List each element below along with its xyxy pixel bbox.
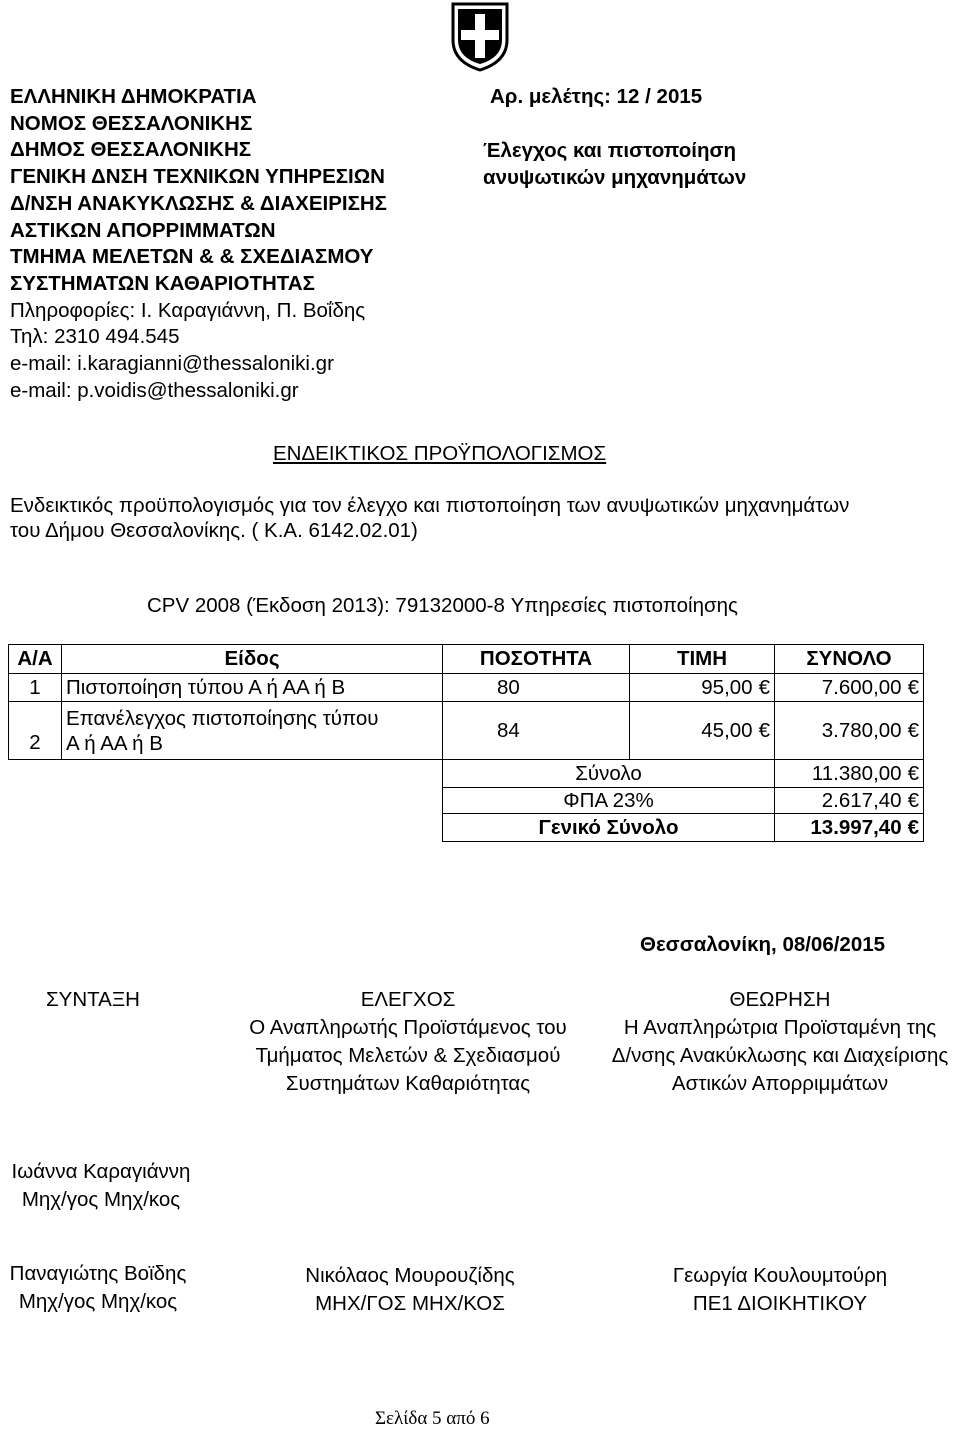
study-title (483, 137, 746, 191)
euro-icon: € (907, 815, 919, 839)
euro-icon: € (758, 675, 770, 699)
cell-price: 95,00 € (630, 674, 775, 702)
study-number: Αρ. μελέτης: 12 / 2015 (490, 85, 703, 108)
signer-role: ΠΕ1 ΔΙΟΙΚΗΤΙΚΟΥ (692, 1292, 868, 1315)
cell-total: 3.780,00 € (775, 702, 924, 760)
sig-line: Συστημάτων Καθαριότητας (285, 1072, 531, 1095)
vat-label: ΦΠΑ 23% (443, 788, 775, 814)
col-header: ΣΥΝΟΛΟ (775, 645, 924, 674)
euro-icon: € (907, 788, 919, 812)
sig-approved (602, 986, 958, 1098)
euro-icon: € (907, 675, 919, 699)
grand-total-row (9, 814, 924, 842)
issuer-line: ΝΟΜΟΣ ΘΕΣΣΑΛΟΝΙΚΗΣ (10, 111, 253, 135)
grand-total-label: Γενικό Σύνολο (443, 814, 775, 842)
sig-line: Η Αναπληρώτρια Προϊσταμένη της (623, 1016, 937, 1039)
subtotal-row (9, 760, 924, 788)
issuer-line: ΔΗΜΟΣ ΘΕΣΣΑΛΟΝΙΚΗΣ (10, 138, 252, 162)
signer-4 (660, 1262, 900, 1318)
euro-icon: € (758, 718, 770, 742)
cell-total: 7.600,00 € (775, 674, 924, 702)
contact-phone: Τηλ: 2310 494.545 (10, 325, 180, 349)
cell-qty: 80 (443, 674, 630, 702)
cell-desc: Πιστοποίηση τύπου Α ή ΑΑ ή Β (62, 674, 443, 702)
table-row (9, 702, 924, 760)
sig-title: ΕΛΕΓΧΟΣ (360, 988, 456, 1011)
signer-1 (0, 1158, 202, 1214)
euro-icon: € (907, 718, 919, 742)
page-footer: Σελίδα 5 από 6 (375, 1408, 490, 1429)
sig-compiled-title: ΣΥΝΤΑΞΗ (46, 988, 140, 1011)
issuer-line: ΑΣΤΙΚΩΝ ΑΠΟΡΡΙΜΜΑΤΩΝ (10, 218, 276, 242)
sig-line: Ο Αναπληρωτής Προϊστάμενος του (249, 1016, 567, 1039)
signer-name: Παναγιώτης Βοϊδης (9, 1262, 187, 1285)
issuer-line: ΣΥΣΤΗΜΑΤΩΝ ΚΑΘΑΡΙΟΤΗΤΑΣ (10, 271, 315, 295)
signer-role: ΜΗΧ/ΓΟΣ ΜΗΧ/ΚΟΣ (315, 1292, 505, 1315)
table-header-row (9, 645, 924, 674)
cell-qty: 84 (443, 702, 630, 760)
signer-3 (292, 1262, 528, 1318)
issuer-line: Δ/ΝΣΗ ΑΝΑΚΥΚΛΩΣΗΣ & ΔΙΑΧΕΙΡΙΣΗΣ (10, 191, 387, 215)
grand-total-value: 13.997,40 € (775, 814, 924, 842)
section-title: ΕΝΔΕΙΚΤΙΚΟΣ ΠΡΟΫΠΟΛΟΓΙΣΜΟΣ (273, 442, 607, 465)
col-header: ΤΙΜΗ (630, 645, 775, 674)
issuer-block (10, 84, 387, 404)
table-row (9, 674, 924, 702)
greek-emblem-icon (449, 0, 511, 72)
cell-desc (62, 702, 443, 760)
signer-2 (0, 1260, 196, 1316)
study-title-line: ανυψωτικών μηχανημάτων (483, 166, 747, 189)
signer-role: Μηχ/γος Μηχ/κος (18, 1290, 178, 1313)
intro-line: Ενδεικτικός προϋπολογισμός για τον έλεγχο και πιστοποίηση των ανυψωτικών μηχανημάτων (10, 494, 850, 517)
date-line: Θεσσαλονίκη, 08/06/2015 (640, 933, 886, 956)
budget-table (8, 644, 924, 842)
cell-aa: 1 (9, 674, 62, 702)
signer-name: Γεωργία Κουλουμτούρη (672, 1264, 888, 1287)
issuer-line: ΕΛΛΗΝΙΚΗ ΔΗΜΟΚΡΑΤΙΑ (10, 85, 257, 108)
col-header: Α/Α (9, 645, 62, 674)
contact-info: Πληροφορίες: Ι. Καραγιάννη, Π. Βοΐδης (10, 298, 366, 322)
signer-name: Νικόλαος Μουρουζίδης (305, 1264, 515, 1287)
signer-name: Ιωάννα Καραγιάννη (11, 1160, 191, 1183)
contact-email: e-mail: i.karagianni@thessaloniki.gr (10, 352, 334, 376)
euro-icon: € (907, 761, 919, 785)
intro-paragraph (10, 493, 849, 543)
study-title-line: Έλεγχος και πιστοποίηση (483, 139, 737, 162)
sig-line: Αστικών Απορριμμάτων (671, 1072, 889, 1095)
signer-role: Μηχ/γος Μηχ/κος (21, 1188, 181, 1211)
cell-desc-line: Επανέλεγχος πιστοποίησης τύπου (66, 706, 379, 730)
cell-price: 45,00 € (630, 702, 775, 760)
contact-email: e-mail: p.voidis@thessaloniki.gr (10, 378, 299, 402)
subtotal-value: 11.380,00 € (775, 760, 924, 788)
vat-value: 2.617,40 € (775, 788, 924, 814)
col-header: Είδος (62, 645, 443, 674)
sig-line: Δ/νσης Ανακύκλωσης και Διαχείρισης (611, 1044, 949, 1067)
vat-row (9, 788, 924, 814)
sig-line: Τμήματος Μελετών & Σχεδιασμού (255, 1044, 561, 1067)
sig-checked (222, 986, 594, 1098)
issuer-line: ΤΜΗΜΑ ΜΕΛΕΤΩΝ & & ΣΧΕΔΙΑΣΜΟΥ (10, 245, 374, 269)
subtotal-label: Σύνολο (443, 760, 775, 788)
cell-aa: 2 (9, 702, 62, 760)
intro-line: του Δήμου Θεσσαλονίκης. ( Κ.Α. 6142.02.01) (10, 519, 418, 542)
col-header: ΠΟΣΟΤΗΤΑ (443, 645, 630, 674)
cpv-line: CPV 2008 (Έκδοση 2013): 79132000-8 Υπηρεσίες πιστοποίησης (147, 594, 738, 617)
cell-desc-line: Α ή ΑΑ ή Β (66, 731, 163, 755)
sig-title: ΘΕΩΡΗΣΗ (729, 988, 831, 1011)
issuer-line: ΓΕΝΙΚΗ ΔΝΣΗ ΤΕΧΝΙΚΩΝ ΥΠΗΡΕΣΙΩΝ (10, 165, 385, 189)
